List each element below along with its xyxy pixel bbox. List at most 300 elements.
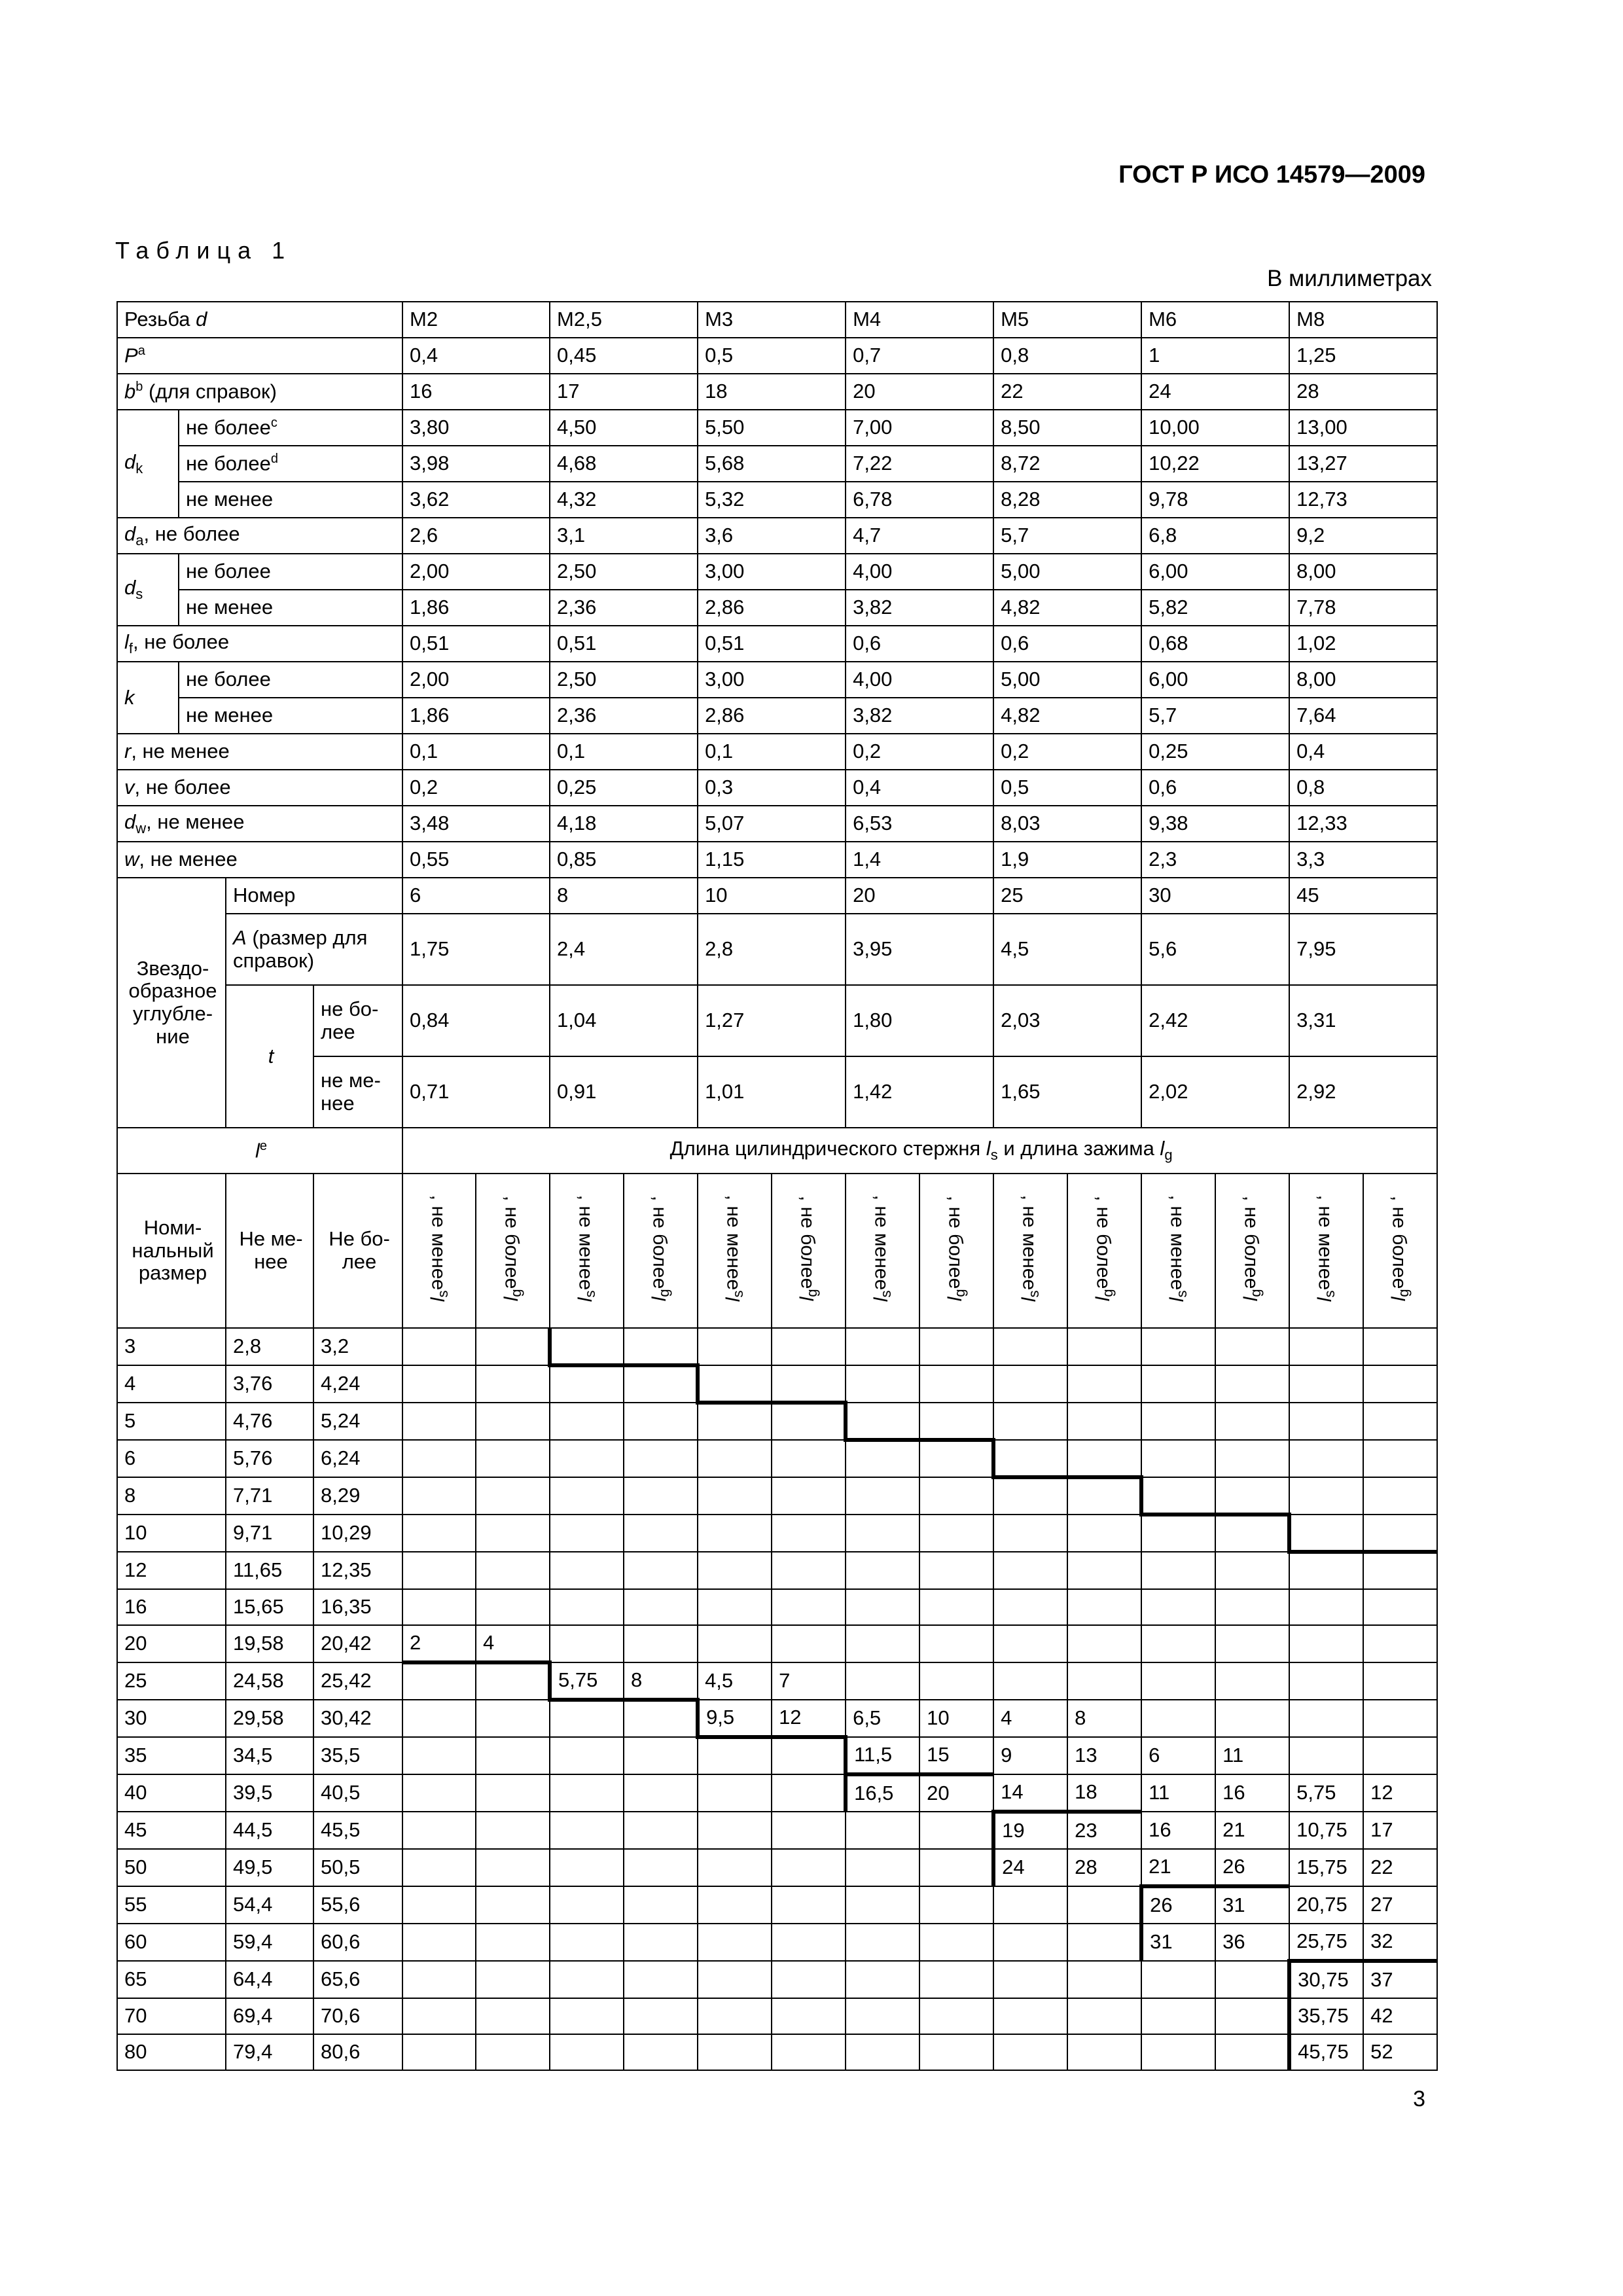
length-value-cell	[993, 2034, 1067, 2070]
length-value-cell: 11	[1141, 1774, 1215, 1812]
value-cell: 2,86	[698, 590, 846, 626]
value-cell: 8,00	[1289, 662, 1437, 698]
length-value-cell	[402, 1662, 476, 1700]
value-cell: 1,4	[846, 842, 993, 878]
length-value-cell: 31	[1215, 1886, 1289, 1924]
length-value-cell	[624, 1403, 698, 1440]
length-value-cell	[919, 1886, 993, 1924]
length-value-cell	[476, 1515, 550, 1552]
length-value-cell	[846, 1812, 919, 1849]
length-max-cell: 30,42	[313, 1700, 402, 1737]
length-value-cell	[550, 1774, 624, 1812]
value-cell: 20	[846, 878, 993, 914]
length-row	[117, 1552, 1437, 1589]
length-value-cell	[1141, 1515, 1215, 1552]
value-cell: 0,1	[698, 734, 846, 770]
lg-header-text: $l_g$, не более	[1388, 1195, 1412, 1301]
length-value-cell	[846, 1998, 919, 2034]
length-value-cell	[919, 1440, 993, 1477]
length-value-cell	[624, 1552, 698, 1589]
value-cell: 3,95	[846, 914, 993, 985]
length-value-cell	[1215, 1998, 1289, 2034]
value-cell: 12,73	[1289, 482, 1437, 518]
length-value-cell	[1067, 1440, 1141, 1477]
length-value-cell	[402, 1998, 476, 2034]
r-row	[117, 734, 1437, 770]
value-cell: 6,78	[846, 482, 993, 518]
length-value-cell	[624, 1886, 698, 1924]
length-value-cell	[1141, 2034, 1215, 2070]
recess-a-row	[117, 914, 1437, 985]
value-cell: 2,86	[698, 698, 846, 734]
length-min-cell: 64,4	[226, 1961, 313, 1998]
value-cell: 0,51	[402, 626, 550, 662]
ls-header	[1141, 1174, 1215, 1328]
length-value-cell: 9,5	[698, 1700, 772, 1737]
length-value-cell	[698, 1849, 772, 1886]
value-cell: 0,45	[550, 338, 698, 374]
length-value-cell	[993, 1365, 1067, 1403]
length-value-cell	[772, 1998, 846, 2034]
v-row	[117, 770, 1437, 806]
value-cell: 0,2	[846, 734, 993, 770]
length-value-cell	[1067, 1403, 1141, 1440]
value-cell: 1,25	[1289, 338, 1437, 374]
length-value-cell: 36	[1215, 1924, 1289, 1961]
length-value-cell	[1289, 1515, 1363, 1552]
value-cell: 10,00	[1141, 410, 1289, 446]
length-value-cell: 31	[1141, 1924, 1215, 1961]
ls-header	[698, 1174, 772, 1328]
length-value-cell: 20	[919, 1774, 993, 1812]
length-value-cell	[846, 1961, 919, 1998]
length-value-cell	[402, 1737, 476, 1774]
length-value-cell	[772, 1625, 846, 1662]
length-row	[117, 1737, 1437, 1774]
length-value-cell	[476, 1440, 550, 1477]
length-value-cell	[550, 1886, 624, 1924]
length-max-cell: 10,29	[313, 1515, 402, 1552]
value-cell: 1,15	[698, 842, 846, 878]
length-value-cell	[1067, 1477, 1141, 1515]
page-number: 3	[1413, 2087, 1425, 2111]
length-row	[117, 2034, 1437, 2070]
length-value-cell	[1141, 1403, 1215, 1440]
ls-header	[550, 1174, 624, 1328]
value-cell: 2,02	[1141, 1056, 1289, 1128]
nominal-cell: 12	[117, 1552, 226, 1589]
nominal-cell: 20	[117, 1625, 226, 1662]
length-value-cell	[1215, 1477, 1289, 1515]
lg-header-text: $l_g$, не более	[944, 1195, 969, 1301]
value-cell: 8,00	[1289, 554, 1437, 590]
length-value-cell	[1215, 1515, 1289, 1552]
length-subheader-row	[117, 1174, 1437, 1328]
length-min-cell: 19,58	[226, 1625, 313, 1662]
length-max-cell: 25,42	[313, 1662, 402, 1700]
value-cell: 2,00	[402, 554, 550, 590]
nominal-cell: 30	[117, 1700, 226, 1737]
length-value-cell	[1067, 1552, 1141, 1589]
value-cell: 30	[1141, 878, 1289, 914]
length-min-cell: 5,76	[226, 1440, 313, 1477]
value-cell: 0,25	[550, 770, 698, 806]
length-value-cell	[846, 1365, 919, 1403]
thread-cell: M2,5	[550, 302, 698, 338]
length-value-cell	[698, 1440, 772, 1477]
value-cell: 2,4	[550, 914, 698, 985]
length-min-cell: 24,58	[226, 1662, 313, 1700]
length-value-cell	[1067, 1961, 1141, 1998]
ds-max-label: не более	[179, 554, 402, 590]
length-value-cell	[402, 1440, 476, 1477]
value-cell: 1,86	[402, 590, 550, 626]
length-value-cell	[698, 1328, 772, 1365]
length-min-cell: 9,71	[226, 1515, 313, 1552]
value-cell: 7,64	[1289, 698, 1437, 734]
length-row	[117, 1849, 1437, 1886]
dk-max-d-label: не более$^d$	[179, 446, 402, 482]
value-cell: 3,62	[402, 482, 550, 518]
length-value-cell: 26	[1215, 1849, 1289, 1886]
value-cell: 0,91	[550, 1056, 698, 1128]
length-min-cell: 7,71	[226, 1477, 313, 1515]
length-value-cell	[846, 1403, 919, 1440]
length-value-cell	[1289, 1440, 1363, 1477]
length-value-cell	[550, 1477, 624, 1515]
length-value-cell	[1141, 1625, 1215, 1662]
value-cell: 20	[846, 374, 993, 410]
dw-row	[117, 806, 1437, 842]
length-row	[117, 1998, 1437, 2034]
length-value-cell	[1363, 1552, 1437, 1589]
length-row	[117, 1812, 1437, 1849]
length-value-cell	[698, 1812, 772, 1849]
length-max-cell: 55,6	[313, 1886, 402, 1924]
length-value-cell	[919, 1924, 993, 1961]
value-cell: 45	[1289, 878, 1437, 914]
dk-max-c-row	[117, 410, 1437, 446]
lg-header	[919, 1174, 993, 1328]
length-value-cell: 8	[624, 1662, 698, 1700]
length-value-cell	[476, 1924, 550, 1961]
length-value-cell	[1363, 1662, 1437, 1700]
lg-header	[1215, 1174, 1289, 1328]
length-value-cell	[624, 1589, 698, 1625]
length-max-cell: 12,35	[313, 1552, 402, 1589]
nominal-label: Номи-нальный размер	[117, 1174, 226, 1328]
ls-header	[402, 1174, 476, 1328]
value-cell: 0,4	[402, 338, 550, 374]
length-value-cell	[846, 1849, 919, 1886]
length-value-cell: 22	[1363, 1849, 1437, 1886]
length-row	[117, 1477, 1437, 1515]
nominal-cell: 10	[117, 1515, 226, 1552]
length-row	[117, 1589, 1437, 1625]
length-value-cell	[993, 1328, 1067, 1365]
value-cell: 0,68	[1141, 626, 1289, 662]
length-min-cell: 34,5	[226, 1737, 313, 1774]
lg-header-text: $l_g$, не более	[1092, 1195, 1116, 1301]
length-value-cell: 42	[1363, 1998, 1437, 2034]
length-value-cell	[1289, 1328, 1363, 1365]
lg-header-text: $l_g$, не более	[1240, 1195, 1264, 1301]
length-value-cell	[624, 1737, 698, 1774]
value-cell: 6,00	[1141, 662, 1289, 698]
length-value-cell	[1289, 1737, 1363, 1774]
length-value-cell	[772, 1886, 846, 1924]
length-value-cell	[1141, 1365, 1215, 1403]
length-value-cell	[1289, 1700, 1363, 1737]
length-value-cell	[1363, 1328, 1437, 1365]
length-value-cell	[402, 1849, 476, 1886]
length-value-cell	[772, 1812, 846, 1849]
value-cell: 1,80	[846, 985, 993, 1056]
value-cell: 1,01	[698, 1056, 846, 1128]
value-cell: 0,7	[846, 338, 993, 374]
dk-min-row	[117, 482, 1437, 518]
dw-label: $d_w$, не менее	[117, 806, 402, 842]
length-value-cell	[624, 1515, 698, 1552]
length-value-cell	[1067, 1365, 1141, 1403]
dk-label: $d_k$	[117, 410, 179, 518]
nominal-cell: 70	[117, 1998, 226, 2034]
length-value-cell: 16	[1141, 1812, 1215, 1849]
value-cell: 0,5	[698, 338, 846, 374]
length-value-cell	[993, 1662, 1067, 1700]
length-value-cell	[1363, 1625, 1437, 1662]
value-cell: 1	[1141, 338, 1289, 374]
value-cell: 1,86	[402, 698, 550, 734]
length-value-cell	[919, 1477, 993, 1515]
value-cell: 10	[698, 878, 846, 914]
length-value-cell	[1141, 1440, 1215, 1477]
nominal-cell: 4	[117, 1365, 226, 1403]
value-cell: 3,98	[402, 446, 550, 482]
length-row	[117, 1625, 1437, 1662]
v-label: v, не более	[117, 770, 402, 806]
value-cell: 1,02	[1289, 626, 1437, 662]
length-min-cell: 49,5	[226, 1849, 313, 1886]
thread-cell: M6	[1141, 302, 1289, 338]
length-value-cell	[993, 1477, 1067, 1515]
length-value-cell	[402, 1515, 476, 1552]
length-value-cell: 10	[919, 1700, 993, 1737]
nominal-cell: 25	[117, 1662, 226, 1700]
ls-header	[1289, 1174, 1363, 1328]
t-label: t	[226, 985, 313, 1128]
length-value-cell	[1141, 1662, 1215, 1700]
length-value-cell: 52	[1363, 2034, 1437, 2070]
length-value-cell	[919, 1625, 993, 1662]
length-value-cell: 32	[1363, 1924, 1437, 1961]
w-label: w, не менее	[117, 842, 402, 878]
pitch-label: $P^a$	[117, 338, 402, 374]
length-value-cell	[550, 1328, 624, 1365]
length-value-cell	[550, 1589, 624, 1625]
length-min-cell: 79,4	[226, 2034, 313, 2070]
value-cell: 0,1	[402, 734, 550, 770]
value-cell: 22	[993, 374, 1141, 410]
ds-max-row	[117, 554, 1437, 590]
length-value-cell: 20,75	[1289, 1886, 1363, 1924]
value-cell: 9,2	[1289, 518, 1437, 554]
length-value-cell	[846, 1477, 919, 1515]
length-value-cell	[772, 1328, 846, 1365]
length-value-cell: 8	[1067, 1700, 1141, 1737]
value-cell: 4,00	[846, 554, 993, 590]
length-value-cell	[624, 1477, 698, 1515]
length-value-cell	[846, 1440, 919, 1477]
value-cell: 4,7	[846, 518, 993, 554]
length-min-cell: 59,4	[226, 1924, 313, 1961]
value-cell: 0,8	[993, 338, 1141, 374]
length-value-cell: 14	[993, 1774, 1067, 1812]
length-value-cell	[476, 1700, 550, 1737]
length-value-cell	[550, 1737, 624, 1774]
ls-header-text: $l_s$, не менее	[1018, 1194, 1043, 1302]
length-max-cell: 60,6	[313, 1924, 402, 1961]
length-value-cell	[624, 1924, 698, 1961]
length-value-cell	[993, 1924, 1067, 1961]
ls-header-text: $l_s$, не менее	[1166, 1194, 1190, 1302]
length-value-cell	[919, 1552, 993, 1589]
value-cell: 17	[550, 374, 698, 410]
value-cell: 8,50	[993, 410, 1141, 446]
k-max-label: не более	[179, 662, 402, 698]
value-cell: 0,2	[402, 770, 550, 806]
length-value-cell	[624, 2034, 698, 2070]
length-value-cell	[698, 1998, 772, 2034]
length-value-cell	[772, 1924, 846, 1961]
nominal-cell: 55	[117, 1886, 226, 1924]
length-value-cell	[1289, 1552, 1363, 1589]
nominal-cell: 60	[117, 1924, 226, 1961]
lg-header	[1067, 1174, 1141, 1328]
length-value-cell	[698, 1924, 772, 1961]
value-cell: 5,68	[698, 446, 846, 482]
length-value-cell	[1067, 1589, 1141, 1625]
length-max-cell: 8,29	[313, 1477, 402, 1515]
length-value-cell: 18	[1067, 1774, 1141, 1812]
length-value-cell: 6,5	[846, 1700, 919, 1737]
table-caption: Таблица 1	[115, 237, 293, 264]
length-min-cell: 44,5	[226, 1812, 313, 1849]
nominal-cell: 65	[117, 1961, 226, 1998]
length-value-cell	[698, 1737, 772, 1774]
r-label: r, не менее	[117, 734, 402, 770]
length-value-cell	[1363, 1403, 1437, 1440]
length-value-cell: 6	[1141, 1737, 1215, 1774]
length-value-cell	[1141, 1589, 1215, 1625]
length-value-cell	[1141, 1552, 1215, 1589]
w-row	[117, 842, 1437, 878]
thread-row	[117, 302, 1437, 338]
value-cell: 0,51	[698, 626, 846, 662]
value-cell: 5,7	[993, 518, 1141, 554]
length-value-cell	[993, 1552, 1067, 1589]
length-title: Длина цилиндрического стержня $l_s$ и длина зажима $l_g$	[402, 1128, 1437, 1174]
length-value-cell	[772, 2034, 846, 2070]
length-header-row	[117, 1128, 1437, 1174]
value-cell: 6,53	[846, 806, 993, 842]
length-value-cell: 15,75	[1289, 1849, 1363, 1886]
nominal-cell: 16	[117, 1589, 226, 1625]
thread-label: Резьба d	[117, 302, 402, 338]
length-value-cell	[919, 1961, 993, 1998]
value-cell: 2,50	[550, 662, 698, 698]
properties-section	[117, 302, 1437, 1128]
length-value-cell	[1363, 1515, 1437, 1552]
length-value-cell	[698, 1774, 772, 1812]
ls-header	[993, 1174, 1067, 1328]
value-cell: 12,33	[1289, 806, 1437, 842]
length-value-cell	[1067, 1625, 1141, 1662]
value-cell: 5,07	[698, 806, 846, 842]
value-cell: 4,50	[550, 410, 698, 446]
value-cell: 3,48	[402, 806, 550, 842]
nominal-cell: 3	[117, 1328, 226, 1365]
length-max-cell: 5,24	[313, 1403, 402, 1440]
lg-header-text: $l_g$, не более	[649, 1195, 673, 1301]
length-value-cell	[624, 1700, 698, 1737]
value-cell: 6	[402, 878, 550, 914]
length-value-cell	[993, 1515, 1067, 1552]
value-cell: 0,2	[993, 734, 1141, 770]
length-value-cell	[698, 1515, 772, 1552]
value-cell: 4,32	[550, 482, 698, 518]
dk-min-label: не менее	[179, 482, 402, 518]
value-cell: 5,6	[1141, 914, 1289, 985]
length-value-cell: 26	[1141, 1886, 1215, 1924]
length-value-cell	[1289, 1365, 1363, 1403]
length-value-cell: 25,75	[1289, 1924, 1363, 1961]
value-cell: 5,7	[1141, 698, 1289, 734]
dk-max-d-row	[117, 446, 1437, 482]
length-min-cell: 39,5	[226, 1774, 313, 1812]
lg-header	[476, 1174, 550, 1328]
length-value-cell	[402, 1774, 476, 1812]
length-value-cell	[550, 1700, 624, 1737]
b-row	[117, 374, 1437, 410]
length-min-cell: 4,76	[226, 1403, 313, 1440]
l-header: $l^e$	[117, 1128, 402, 1174]
value-cell: 0,4	[846, 770, 993, 806]
ls-header	[846, 1174, 919, 1328]
length-value-cell: 5,75	[1289, 1774, 1363, 1812]
length-value-cell: 19	[993, 1812, 1067, 1849]
lg-header-text: $l_g$, не более	[501, 1195, 525, 1301]
length-value-cell: 23	[1067, 1812, 1141, 1849]
thread-cell: M4	[846, 302, 993, 338]
length-value-cell	[1067, 1998, 1141, 2034]
a-label: A (размер для справок)	[226, 914, 402, 985]
length-value-cell: 12	[1363, 1774, 1437, 1812]
length-value-cell	[550, 1365, 624, 1403]
length-value-cell: 45,75	[1289, 2034, 1363, 2070]
length-value-cell	[476, 1737, 550, 1774]
ls-header-text: $l_s$, не менее	[722, 1194, 747, 1302]
length-value-cell	[402, 1477, 476, 1515]
length-value-cell: 21	[1215, 1812, 1289, 1849]
length-value-cell	[772, 1365, 846, 1403]
length-value-cell	[476, 1477, 550, 1515]
length-value-cell	[624, 1812, 698, 1849]
length-value-cell: 13	[1067, 1737, 1141, 1774]
length-value-cell	[550, 1961, 624, 1998]
length-value-cell	[1141, 1961, 1215, 1998]
value-cell: 9,78	[1141, 482, 1289, 518]
